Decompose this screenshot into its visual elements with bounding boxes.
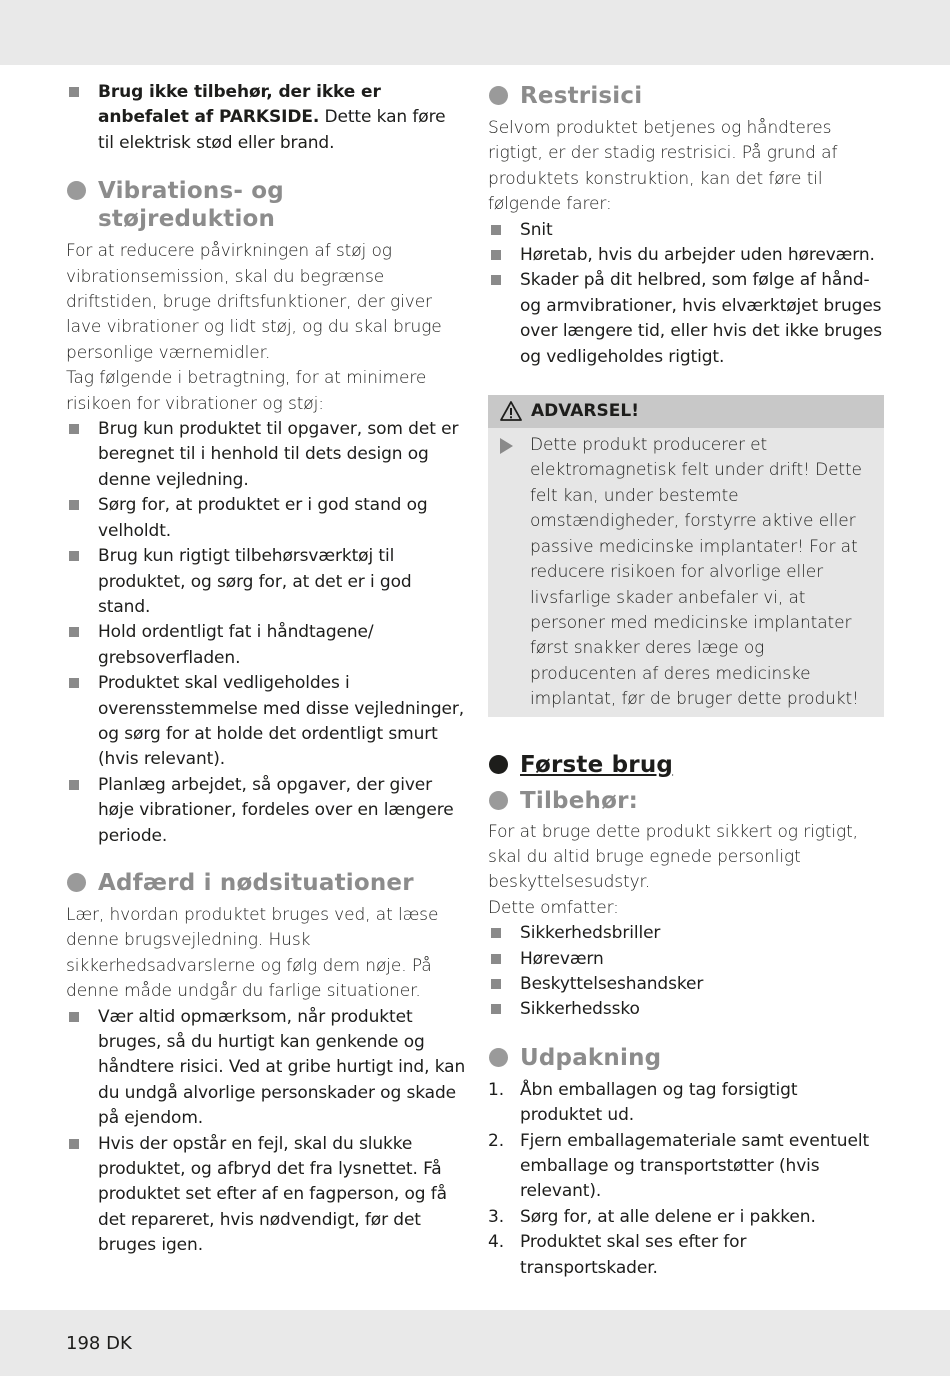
square-bullet-icon [491,250,501,260]
square-bullet-icon [69,627,79,637]
warning-header [488,395,884,428]
square-bullet-icon [69,87,79,97]
vibration-paragraph-2: Tag følgende i betragtning, for at minimere risikoen for vibrationer og støj: [66,368,427,414]
bullet-dot-icon [489,791,508,810]
list-item: Beskyttelseshandsker [488,972,884,997]
bullet-dot-icon [489,1048,508,1067]
step-item: 3. Sørg for, at alle delene er i pakken. [488,1206,816,1227]
square-bullet-icon [491,954,501,964]
list-item: Hold ordentligt fat i håndtagene/ grebsoverfladen. [66,620,466,671]
list-item [66,80,466,156]
list-item: Sikkerhedssko [488,997,884,1022]
section-heading-restrisici: Restrisici [488,82,884,110]
step-item: 1. Åbn emballagen og tag forsigtigt produktet ud. [488,1079,798,1126]
list-item: Høreværn [488,947,884,972]
vibration-paragraph: For at reducere påvirkningen af støj og vibrationsemission, skal du begrænse driftstiden, bruge driftsfunktioner, der giver lave vibrationer og lidt støj, og du skal bruge personlige værnemidler. [66,241,442,363]
emergency-paragraph: Lær, hvordan produktet bruges ved, at læse denne brugsvejledning. Husk sikkerhedsadvarslerne og følg dem nøje. På denne måde undgår du farlige situationer. [66,904,439,1002]
square-bullet-icon [69,500,79,510]
step-item: 2. Fjern emballagemateriale samt eventuelt emballage og transportstøtter (hvis relevant). [488,1130,870,1202]
warning-triangle-icon [500,401,522,421]
restrisici-list [488,218,884,370]
square-bullet-icon [69,1012,79,1022]
list-item: Brug kun produktet til opgaver, som det er beregnet til i henhold til dets design og denne vejledning. [66,417,466,493]
square-bullet-icon [491,928,501,938]
square-bullet-icon [69,780,79,790]
accessories-paragraph-2: Dette omfatter: [488,897,619,918]
list-item: Produktet skal vedligeholdes i overensstemmelse med disse vejledninger, og sørg for at holde det ordentligt smurt (hvis relevant). [66,671,466,773]
accessories-paragraph: For at bruge dette produkt sikkert og rigtigt, skal du altid bruge egnede personligt beskyttelsesudstyr. [488,821,858,893]
list-item: Vær altid opmærksom, når produktet bruges, så du hurtigt kan genkende og håndtere risici. Ved at gribe hurtigt ind, kan du undgå alvorlige personskader og skade på ejendom. [66,1005,466,1132]
intro-list [66,80,466,156]
warning-text: Dette kan føre til elektrisk stød eller brand. [98,107,446,153]
unpacking-steps [488,1078,884,1281]
accessories-list [488,921,884,1023]
bullet-dot-icon [67,181,86,200]
right-column [488,80,884,1281]
bold-warning-text: Brug ikke tilbehør, der ikke er anbefalet af PARKSIDE. [98,82,381,128]
list-item: Sikkerhedsbriller [488,921,884,946]
square-bullet-icon [69,551,79,561]
page-number: 198 DK [66,1333,132,1354]
square-bullet-icon [69,678,79,688]
top-bar [0,0,950,65]
list-item: Sørg for, at produktet er i god stand og velholdt. [66,493,466,544]
list-item: Skader på dit helbred, som følge af hånd- og armvibrationer, hvis elværktøjet bruges over længere tid, eller hvis det ikke bruges og vedligeholdes rigtigt. [488,268,884,370]
section-heading-first-use: Første brug [488,751,884,779]
square-bullet-icon [69,1139,79,1149]
warning-text: Dette produkt producerer et elektromagnetisk felt under drift! Dette felt kan, under bestemte omstændigheder, forstyrre aktive eller passive medicinske implantater! For at reducere risikoen for alvorlige eller livsfarlige skader anbefaler vi, at personer med medicinske implantater først snakker deres læge og producenten af deres medicinske implantat, før de bruger dette produkt! [530,435,862,710]
square-bullet-icon [69,424,79,434]
list-item: Snit [488,218,884,243]
square-bullet-icon [491,979,501,989]
step-item: 4. Produktet skal ses efter for transportskader. [488,1232,747,1278]
footer-bar [0,1310,950,1376]
list-item: Hvis der opstår en fejl, skal du slukke produktet, og afbryd det fra lysnettet. Få produktet set efter af en fagperson, og få det repareret, hvis nødvendigt, før det bruges igen. [66,1132,466,1259]
arrow-right-icon [500,438,513,454]
left-column [66,80,466,1259]
list-item: Brug kun rigtigt tilbehørsværktøj til produktet, og sørg for, at det er i god stand. [66,544,466,620]
square-bullet-icon [491,225,501,235]
section-heading-unpacking: Udpakning [488,1044,884,1072]
list-item: Høretab, hvis du arbejder uden høreværn. [488,243,884,268]
bullet-dot-icon [67,873,86,892]
emergency-list [66,1005,466,1259]
vibration-list [66,417,466,849]
section-heading-vibration: Vibrations- og støjreduktion [66,177,466,233]
restrisici-paragraph: Selvom produktet betjenes og håndteres rigtigt, er der stadig restrisici. På grund af produktets konstruktion, kan det føre til følgende farer: [488,118,838,215]
list-item: Planlæg arbejdet, så opgaver, der giver høje vibrationer, fordeles over en længere periode. [66,773,466,849]
bullet-dot-icon [489,86,508,105]
warning-box [488,395,884,716]
section-heading-accessories: Tilbehør: [488,787,884,815]
square-bullet-icon [491,1004,501,1014]
warning-body [488,428,884,716]
bullet-dot-icon [489,755,508,774]
warning-label: ADVARSEL! [531,401,639,422]
section-heading-emergency: Adfærd i nødsituationer [66,869,466,897]
square-bullet-icon [491,275,501,285]
